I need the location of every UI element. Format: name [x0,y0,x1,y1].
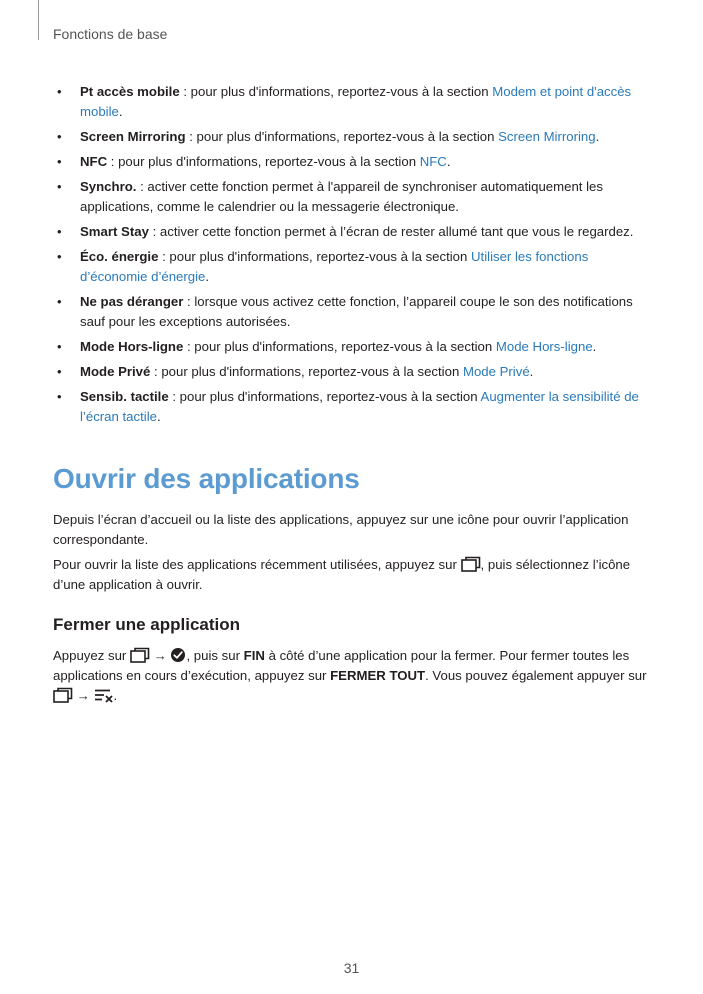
page-number: 31 [343,960,360,976]
task-manager-icon [170,647,186,663]
bullet-text: : activer cette fonction permet à l’écran de rester allumé tant que vous le regardez. [148,224,634,239]
arrow-text: → [149,648,171,663]
paragraph-text: . Vous pouvez également appuyer sur [425,668,647,683]
recent-apps-icon [53,687,73,703]
bullet-marker: • [57,389,62,404]
bullet-end: . [595,129,600,144]
bullet-term: Mode Hors-ligne [80,339,184,354]
list-item [53,247,653,287]
recent-apps-icon [461,556,481,572]
list-item [53,222,653,242]
bullet-end: . [446,154,451,169]
cross-reference-link[interactable]: Screen Mirroring [498,129,596,144]
bullet-term: NFC [80,154,108,169]
recent-apps-icon [130,647,150,663]
list-item [53,387,653,427]
bullet-marker: • [57,249,62,264]
cross-reference-link[interactable]: Augmenter la sensibilité de l’écran tactile [80,389,639,424]
list-item [53,177,653,217]
subsection-paragraph [53,646,653,706]
bullet-term: Ne pas déranger [80,294,184,309]
bullet-text: : pour plus d'informations, reportez-vous à la section [168,389,481,404]
bullet-text: : pour plus d'informations, reportez-vous à la section [150,364,463,379]
bullet-text: : pour plus d'informations, reportez-vous à la section [185,129,499,144]
bullet-end: . [529,364,534,379]
bullet-end: . [205,269,210,284]
list-item [53,292,653,332]
cross-reference-link[interactable]: Mode Privé [462,364,530,379]
fermer-tout-label: FERMER TOUT [330,668,426,683]
bullet-marker: • [57,339,62,354]
cross-reference-link[interactable]: NFC [419,154,447,169]
bullet-marker: • [57,154,62,169]
bullet-end: . [118,104,123,119]
bullet-text: : pour plus d'informations, reportez-vous à la section [158,249,472,264]
bullet-end: . [592,339,597,354]
bullet-term: Synchro. [80,179,137,194]
list-item [53,362,653,382]
arrow-text: → [73,688,94,703]
bullet-marker: • [57,364,62,379]
bullet-term: Sensib. tactile [80,389,169,404]
bullet-text: : pour plus d'informations, reportez-vous à la section [179,84,493,99]
paragraph-text: Pour ouvrir la liste des applications récemment utilisées, appuyez sur [53,557,461,572]
bullet-marker: • [57,179,62,194]
list-item [53,82,653,122]
bullet-marker: • [57,294,62,309]
paragraph-text: , puis sur [186,648,244,663]
paragraph-text: Appuyez sur [53,648,130,663]
bullet-text: : pour plus d'informations, reportez-vous à la section [107,154,420,169]
section-title: Ouvrir des applications [53,463,360,494]
cross-reference-link[interactable]: Utiliser les fonctions d’économie d’énergie [80,249,589,284]
bullet-term: Screen Mirroring [80,129,186,144]
bullet-term: Pt accès mobile [80,84,180,99]
section-paragraph-recent-apps [53,555,653,595]
bullet-marker: • [57,224,62,239]
cross-reference-link[interactable]: Modem et point d'accès mobile [80,84,632,119]
bullet-marker: • [57,129,62,144]
list-item [53,337,653,357]
bullet-end: . [156,409,161,424]
bullet-text: : pour plus d'informations, reportez-vous à la section [183,339,496,354]
running-head: Fonctions de base [53,26,168,42]
paragraph-text: à côté d’une application pour la fermer. Pour fermer toutes les applications en cours d’exécution, appuyez sur [53,648,630,683]
section-paragraph: Depuis l’écran d’accueil ou la liste des applications, appuyez sur une icône pour ouvrir l’application correspondante. [53,512,629,547]
list-item [53,152,653,172]
bullet-text: : activer cette fonction permet à l'appareil de synchroniser automatiquement les applications, comme le calendrier ou la messagerie électronique. [80,179,603,214]
close-all-icon [94,687,114,703]
bullet-term: Éco. énergie [80,249,159,264]
paragraph-text: , puis sélectionnez l’icône d’une application à ouvrir. [53,557,631,592]
side-rule [38,0,39,40]
bullet-text: : lorsque vous activez cette fonction, l’appareil coupe le son des notifications sauf pour les exceptions autorisées. [80,294,633,329]
cross-reference-link[interactable]: Mode Hors-ligne [495,339,593,354]
paragraph-text: . [113,688,118,703]
settings-bullet-list [53,82,653,432]
bullet-term: Smart Stay [80,224,149,239]
fin-label: FIN [243,648,265,663]
subsection-title: Fermer une application [53,615,241,634]
bullet-term: Mode Privé [80,364,151,379]
list-item [53,127,653,147]
bullet-marker: • [57,84,62,99]
